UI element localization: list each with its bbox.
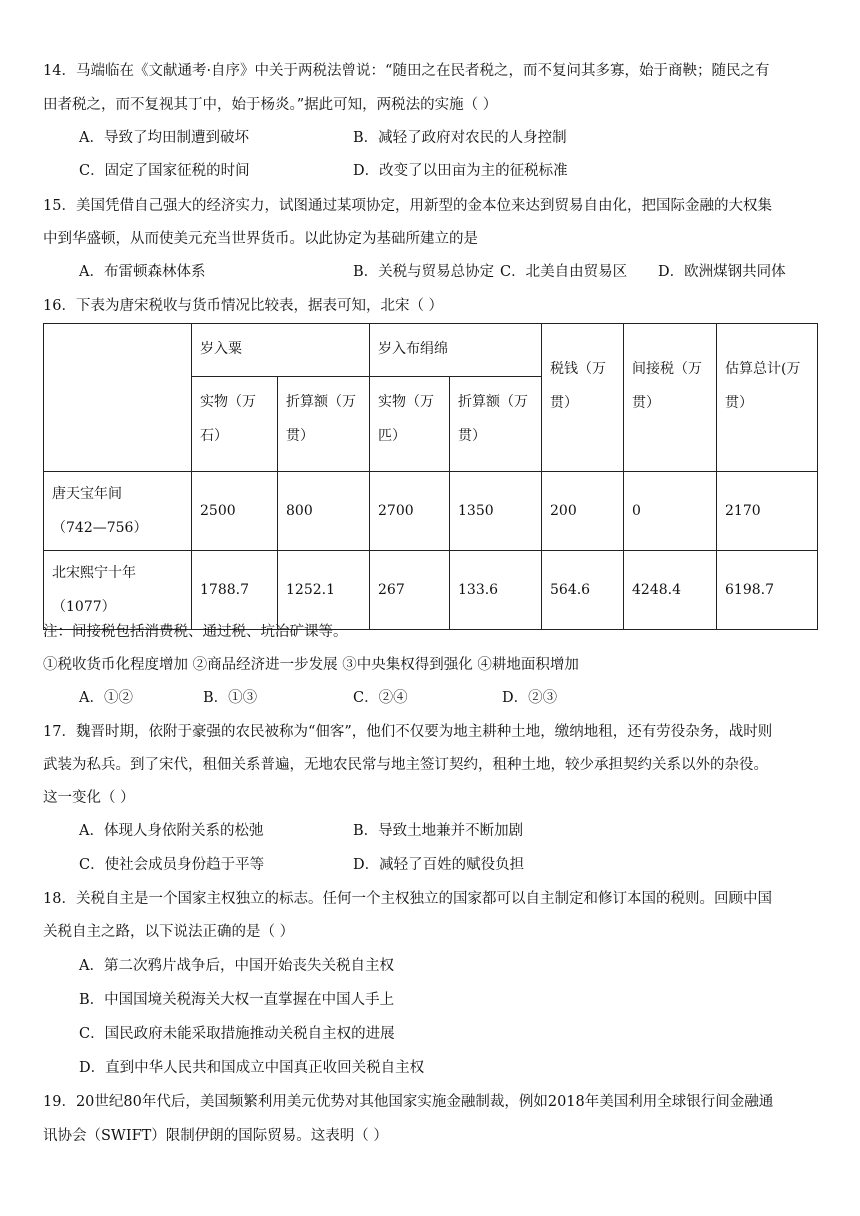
cell-cloth-conv: 133.6 xyxy=(450,551,542,630)
cell-cloth-kind: 2700 xyxy=(370,472,450,551)
q15-option-d: D．欧洲煤钢共同体 xyxy=(658,264,786,280)
q15-option-a: A．布雷顿森林体系 xyxy=(79,264,206,280)
q16-option-d: D．②③ xyxy=(502,690,558,706)
header-total-line1: 估算总计(万 xyxy=(725,361,801,377)
subheader-grain-conv xyxy=(278,377,370,472)
q16-option-a: A．①② xyxy=(79,690,133,706)
tax-comparison-table xyxy=(43,323,818,630)
q14-option-a: A．导致了均田制遭到破坏 xyxy=(79,130,249,146)
q17-option-a: A．体现人身依附关系的松弛 xyxy=(79,823,264,839)
subheader-cloth-kind xyxy=(370,377,450,472)
q14-option-b: B．减轻了政府对农民的人身控制 xyxy=(353,130,567,146)
q18-option-b: B．中国国境关税海关大权一直掌握在中国人手上 xyxy=(79,992,395,1008)
cell-total: 2170 xyxy=(717,472,818,551)
q17-stem-line1: 17．魏晋时期，依附于豪强的农民被称为“佃客”，他们不仅要为地主耕种土地，缴纳地租，还有劳役杂务，战时则 xyxy=(43,724,773,740)
q16-table-note: 注：间接税包括消费税、通过税、坑冶矿课等。 xyxy=(43,624,348,640)
cell-period-line1: 唐天宝年间 xyxy=(52,486,122,502)
header-total-line2: 贯） xyxy=(725,395,753,411)
cell-indirect: 0 xyxy=(624,472,717,551)
cell-grain-kind: 1788.7 xyxy=(192,551,278,630)
header-total xyxy=(717,324,818,472)
subheader-grain-kind xyxy=(192,377,278,472)
cell-period-line2: （742—756） xyxy=(52,520,148,536)
table-row-tang xyxy=(44,472,818,551)
header-indirect-tax xyxy=(624,324,717,472)
q14-option-c: C．固定了国家征税的时间 xyxy=(79,163,250,179)
q19-stem-line2: 讯协会（SWIFT）限制伊朗的国际贸易。这表明（ ） xyxy=(43,1128,388,1144)
q16-stem: 16．下表为唐宋税收与货币情况比较表，据表可知，北宋（ ） xyxy=(43,298,444,314)
cell-cash: 200 xyxy=(542,472,624,551)
cell-period xyxy=(44,551,192,630)
q16-items: ①税收货币化程度增加 ②商品经济进一步发展 ③中央集权得到强化 ④耕地面积增加 xyxy=(43,657,579,673)
cell-total: 6198.7 xyxy=(717,551,818,630)
q18-option-c: C．国民政府未能采取措施推动关税自主权的进展 xyxy=(79,1026,395,1042)
q17-stem-line2: 武装为私兵。到了宋代，租佃关系普遍，无地农民常与地主签订契约，租种土地，较少承担契约关系以外的杂役。 xyxy=(43,757,768,773)
q15-option-c: C．北美自由贸易区 xyxy=(500,264,628,280)
cell-period-line2: （1077） xyxy=(52,599,116,615)
q18-stem-line2: 关税自主之路，以下说法正确的是（ ） xyxy=(43,924,295,940)
q15-stem-line1: 15．美国凭借自己强大的经济实力，试图通过某项协定，用新型的金本位来达到贸易自由化，把国际金融的大权集 xyxy=(43,198,772,214)
cell-grain-conv: 800 xyxy=(278,472,370,551)
q14-option-d: D．改变了以田亩为主的征税标准 xyxy=(353,163,568,179)
q17-option-c: C．使社会成员身份趋于平等 xyxy=(79,857,265,873)
q18-option-d: D．直到中华人民共和国成立中国真正收回关税自主权 xyxy=(79,1060,425,1076)
subheader-cloth-conv-line2: 贯） xyxy=(458,428,486,444)
cell-cloth-conv: 1350 xyxy=(450,472,542,551)
table-corner-cell xyxy=(44,324,192,472)
q17-option-d: D．减轻了百姓的赋役负担 xyxy=(353,857,525,873)
subheader-cloth-conv-line1: 折算额（万 xyxy=(458,394,528,410)
table-row-song xyxy=(44,551,818,630)
subheader-cloth-conv xyxy=(450,377,542,472)
cell-grain-kind: 2500 xyxy=(192,472,278,551)
header-indirect-line2: 贯） xyxy=(632,395,660,411)
q15-option-b: B．关税与贸易总协定 xyxy=(353,264,495,280)
cell-period xyxy=(44,472,192,551)
q19-stem-line1: 19．20世纪80年代后，美国频繁利用美元优势对其他国家实施金融制裁，例如2018年美国利用全球银行间金融通 xyxy=(43,1094,774,1110)
header-cash-line2: 贯） xyxy=(550,395,578,411)
cell-cash: 564.6 xyxy=(542,551,624,630)
cell-grain-conv: 1252.1 xyxy=(278,551,370,630)
header-cloth: 岁入布绢绵 xyxy=(370,324,542,377)
q18-stem-line1: 18．关税自主是一个国家主权独立的标志。任何一个主权独立的国家都可以自主制定和修订本国的税则。回顾中国 xyxy=(43,891,772,907)
cell-period-line1: 北宋熙宁十年 xyxy=(52,565,136,581)
q18-option-a: A．第二次鸦片战争后，中国开始丧失关税自主权 xyxy=(79,958,394,974)
header-grain: 岁入粟 xyxy=(192,324,370,377)
header-cash-line1: 税钱（万 xyxy=(550,361,606,377)
cell-cloth-kind: 267 xyxy=(370,551,450,630)
header-cash xyxy=(542,324,624,472)
subheader-grain-kind-line1: 实物（万 xyxy=(200,394,256,410)
q17-stem-line3: 这一变化（ ） xyxy=(43,790,135,806)
subheader-grain-kind-line2: 石） xyxy=(200,428,228,444)
q16-option-c: C．②④ xyxy=(353,690,408,706)
q17-option-b: B．导致土地兼并不断加剧 xyxy=(353,823,524,839)
subheader-cloth-kind-line1: 实物（万 xyxy=(378,394,434,410)
q14-stem-line2: 田者税之，而不复视其丁中，始于杨炎。”据此可知，两税法的实施（ ） xyxy=(43,97,498,113)
header-indirect-line1: 间接税（万 xyxy=(632,361,702,377)
q15-stem-line2: 中到华盛顿，从而使美元充当世界货币。以此协定为基础所建立的是 xyxy=(43,231,478,247)
subheader-grain-conv-line2: 贯） xyxy=(286,428,314,444)
q14-stem-line1: 14．马端临在《文献通考·自序》中关于两税法曾说：“随田之在民者税之，而不复问其多寡，始于商鞅；随民之有 xyxy=(43,63,770,79)
q16-option-b: B．①③ xyxy=(203,690,258,706)
cell-indirect: 4248.4 xyxy=(624,551,717,630)
subheader-grain-conv-line1: 折算额（万 xyxy=(286,394,356,410)
subheader-cloth-kind-line2: 匹） xyxy=(378,428,406,444)
